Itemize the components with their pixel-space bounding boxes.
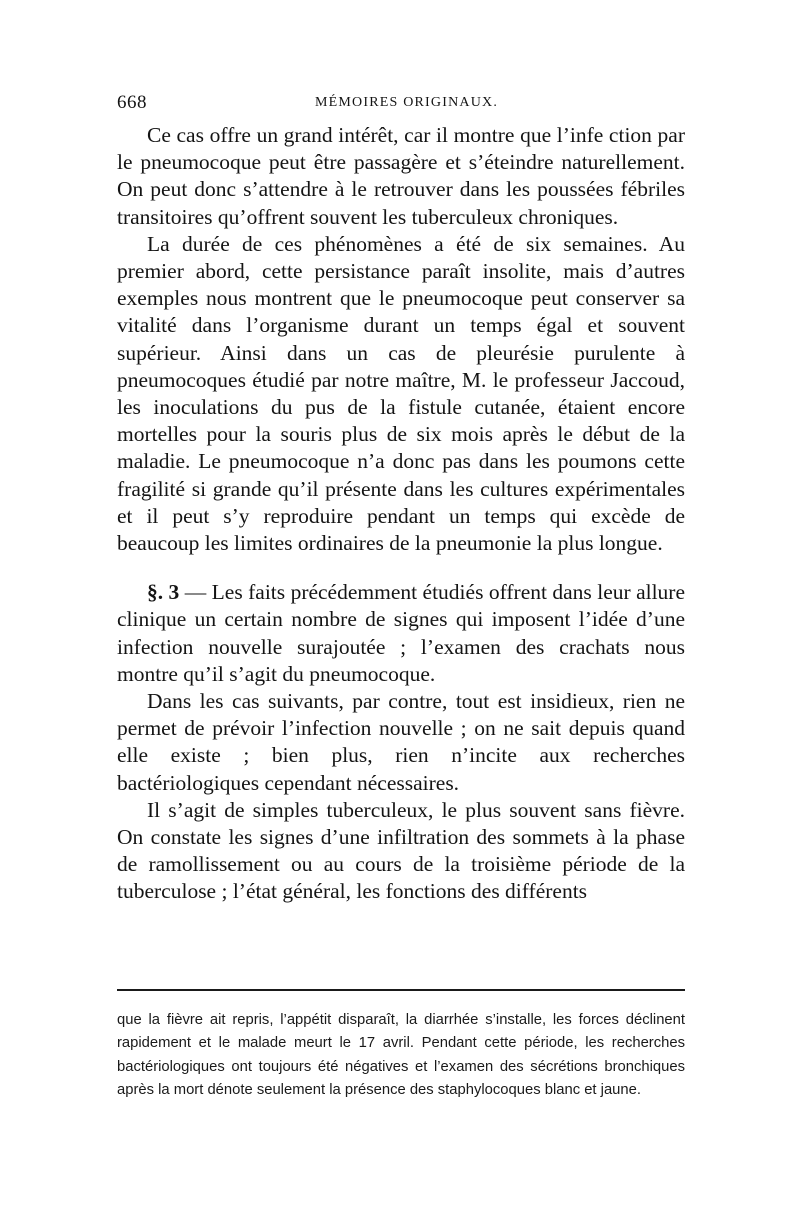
running-title: MÉMOIRES ORIGINAUX. (315, 95, 499, 110)
footnote: que la fièvre ait repris, l’appétit disparaît, la diarrhée s’installe, les forces déclinent rapidement et le malade meurt le 17 avril. Pendant cette période, les recherches bactériologiques ont toujours été négatives et l’examen des sécrétions bronchiques après la mort dénote seulement la présence des staphylocoques blanc et jaune. (117, 1012, 685, 1099)
body-text (117, 122, 685, 906)
paragraph: Dans les cas suivants, par contre, tout est insidieux, rien ne permet de prévoir l’infection nouvelle ; on ne sait depuis quand elle existe ; bien plus, rien n’incite aux recherches bactériologiques cependant nécessaires. (117, 689, 685, 795)
footnote-divider (117, 989, 685, 991)
section-paragraph (117, 579, 685, 688)
paragraph: Ce cas offre un grand intérêt, car il montre que l’infe ction par le pneumocoque peut être passagère et s’éteindre naturellement. On peut donc s’attendre à le retrouver dans les poussées fébriles transitoires qu’offrent souvent les tuberculeux chroniques. (117, 123, 685, 229)
paragraph: La durée de ces phénomènes a été de six semaines. Au premier abord, cette persistance paraît insolite, mais d’autres exemples nous montrent que le pneumocoque peut conserver sa vitalité dans l’organisme durant un temps égal et souvent supérieur. Ainsi dans un cas de pleurésie purulente à pneumocoques étudié par notre maître, M. le professeur Jaccoud, les inoculations du pus de la fistule cutanée, étaient encore mortelles pour la souris plus de six mois après le début de la maladie. Le pneumocoque n’a donc pas dans les poumons cette fragilité si grande qu’il présente dans les cultures expérimentales et il peut s’y reproduire pendant un temps qui excède de beaucoup les limites ordinaires de la pneumonie la plus longue. (117, 231, 685, 556)
paragraph: Il s’agit de simples tuberculeux, le plus souvent sans fièvre. On constate les signes d’une infiltration des sommets à la phase de ramollissement ou au cours de la troisième période de la tuberculose ; l’état général, les fonctions des différents (117, 797, 685, 904)
section-marker: §. 3 (147, 580, 180, 605)
running-header (117, 92, 685, 118)
section-paragraph-text: — Les faits précédemment étudiés offrent dans leur allure clinique un certain nombre de signes qui imposent l’idée d’une infection nouvelle surajoutée ; l’examen des crachats nous montre qu’il s’agit du pneumocoque. (117, 580, 686, 686)
page (117, 92, 685, 906)
page-number: 668 (117, 92, 147, 113)
